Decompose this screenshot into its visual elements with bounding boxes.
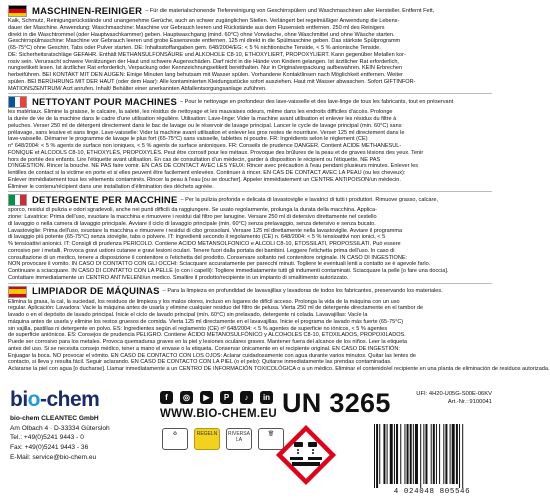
text-line: lave-vaisselle. Démarrer le programme de lavage le plus fort (65-75°C) sans vaisselle, tablettes ni poudre. FR: Ingrédients selon le règlement (CE) <box>8 136 368 143</box>
text-line: Lavastoviglie: Prima dell'uso, svuotare la macchina e rimuovere i residui di cibo grossolani. Versare 125 ml direttamente nella lavastoviglie. Avviare il programma <box>8 227 403 234</box>
recycle-info-icon: RIVERSA LA <box>226 428 252 450</box>
recycle-bin-icon: ♻ <box>162 428 188 450</box>
text-line: peluches. Verser 250 ml de détergent directement dans le bac de lavage ou le réservoir de lavage principal. Lancer le cycle de lavage principal (min. 60°C) sans <box>8 122 402 129</box>
text-line: antes del uso. Si se necesita consejo médico, tener a mano el envase o la etiqueta. Conservar únicamente en el recipiente original. EN CASO DE INGESTIÓN: <box>8 345 400 352</box>
company-name: bio-chem CLEANTEC GmbH <box>10 415 99 422</box>
text-line: Elimina la grasa, la cal, la suciedad, los residuos de limpieza y los malos olores, incluso en lugares de difícil acceso. Prolonga la vida de la máquina con un uso <box>8 298 400 305</box>
barcode-bar <box>450 424 451 484</box>
text-line: FONIQUE et ALCOOLS C8-10, ETHOXYLÉS, PROPOXYLÉS. Peut être corrosif pour les métaux. Provoque des brûlures de la peau et de graves lésions des yeux. Tenir <box>8 149 424 156</box>
flag-de-icon <box>8 5 27 17</box>
section-header-it <box>8 193 492 207</box>
text-line: herbeiführen. BEI KONTAKT MIT DEN AUGEN: Einige Minuten lang behutsam mit Wasser spülen. Vorhandene Kontaktlinsen nach Möglichkeit entfernen. Weiter <box>8 72 403 78</box>
barcode-bar <box>379 424 380 484</box>
text-line: Aclararse la piel con agua [o ducharse]. Llamar inmediatamente a un CENTRO DE INFORMACIÓN TOXICOLÓGICA o a un médico. Eliminar el contenido/el recipiente en una planta de eliminación de residuos autorizada. <box>8 366 550 372</box>
section-intro: – Für die materialschonende Tiefenreinigung von Geschirrspülern und Waschmaschinen aller Hersteller. Entfernt Fett, <box>145 7 435 14</box>
text-line: direkt in die Waschtrommel (oder Hauptwaschkammer) geben. Hauptwaschgang (mind. 60°C) ohne Vorwäsche, ohne Waschmittel und ohne Wäsche starten. <box>8 31 395 38</box>
section-intro: – Per la pulizia profonda e delicata di lavastoviglie e lavatrici di tutti i produttori. Rimuove grasso, calcare, <box>180 196 438 203</box>
product-ids <box>416 390 492 406</box>
section-intro: – Pour le nettoyage en profondeur des lave-vaisselle et des lave-linge de tous les fabricants, tout en préservant <box>180 98 454 105</box>
barcode-bar <box>439 424 440 484</box>
barcode-bar <box>383 424 385 484</box>
section-body-es <box>8 298 550 373</box>
pinterest-icon[interactable]: P <box>220 391 233 404</box>
text-line: n° 648/2004: < 5 % agents de surface non ioniques, < 5 % agents de surface anioniques. FR: Conseils de prudence DANGER. Contient ACIDE METHANESUL- <box>8 143 402 149</box>
barcode-bar <box>456 424 458 484</box>
barcode-bar <box>423 424 424 484</box>
text-line: lavado o en el depósito de lavado principal. Inicie el ciclo de lavado principal (mín. 60°C) sin prelavado, detergente ni colada. Lavavajillas: Vacíe la <box>8 312 368 318</box>
text-line: Geschirrspülmaschine: Maschine vor Gebrauch leeren und grobe Essensreste entfernen. 125 ml direkt in die Spülmaschine geben. Das stärkste Spülprogramm <box>8 38 401 45</box>
corrosive-hazard-icon <box>275 424 337 486</box>
text-line: di lavaggio più potente (65-75°C) senza stoviglie, tabs o polvere. IT: Ingredienti secondo il regolamento (CE) n. 648/2004: < 5 % tensioattivi non ionici, < 5 <box>8 234 386 241</box>
text-line: Éliminer le contenu/récipient dans une installation d'élimination des déchets agréée. <box>8 183 214 190</box>
text-line: zione: Lavatrice: Prima dell'uso, svuotare la macchina e rimuovere i residui dal filtro per lanugine. Versare 250 ml di detersivo direttamente nel cestello <box>8 214 377 220</box>
section-title: DETERGENTE PER MACCHINE <box>32 194 178 206</box>
section-title: MASCHINEN-REINIGER <box>32 5 143 17</box>
text-line: prélavage, sans lessive et sans linge. Lave-vaisselle: Vider la machine avant utilisation et enlever les gros restes de nourriture. Verser 125 ml directement dans le <box>8 129 405 136</box>
barcode-bar <box>420 424 421 488</box>
text-line: regular. Aplicación: Lavadora: Vacíe la máquina antes de usarla y elimine cualquier residuo del filtro de pelusa. Vierta 250 ml de detergente directamente en el tambor de <box>8 305 424 312</box>
section-header-de <box>8 4 492 18</box>
text-line: Kalk, Schmutz, Reinigungsrückstände und unangenehme Gerüche, auch an schwer zugänglichen Stellen. Verlängert bei regelmäßiger Anwendung die Lebens- <box>8 18 400 24</box>
text-line: di lavaggio o nella camera di lavaggio principale. Avviare il ciclo di lavaggio principale (min. 60°C) senza prelavaggio, senza detersivo e senza bucato. <box>8 220 376 227</box>
youtube-icon[interactable]: ▶ <box>200 391 213 404</box>
barcode-bar <box>400 424 401 484</box>
company-street: Am Olbach 4 · D-33334 Gütersloh <box>10 424 110 432</box>
text-line: Enjuagar la boca. NO provocar el vómito. EN CASO DE CONTACTO CON LOS OJOS: Aclarar cuidadosamente con agua durante varios minutos. Quitar las lentes de <box>8 352 416 359</box>
text-line: rosiv sein. Verursacht schwere Verätzungen der Haut und schwere Augenschäden. Darf nicht in die Hände von Kindern gelangen. Ist ärztlicher Rat erforderlich, <box>8 58 399 65</box>
barcode-bar <box>462 424 463 488</box>
tiktok-icon[interactable]: ♪ <box>240 391 253 404</box>
barcode-icon <box>372 422 492 488</box>
text-line: Enlever immédiatement tous les vêtements contaminés. Rincer la peau à l'eau [ou se doucher]. Appeler immédiatement un CENTRE ANTIPOISON/un médecin. <box>8 176 401 183</box>
text-line: les matériaux. Élimine la graisse, le calcaire, la saleté, les résidus de nettoyage et les mauvaises odeurs, même dans les endroits difficiles d'accès. Prolonge <box>8 109 393 116</box>
barcode-bar <box>404 424 405 484</box>
text-line: consultazione di un medico, tenere a disposizione il contenitore o l'etichetta del prodotto. Conservare soltanto nel contenitore originale. IN CASO DI INGESTIONE: <box>8 254 408 261</box>
section-header-fr <box>8 95 492 109</box>
text-line: la durée de vie de la machine dans le cadre d'une utilisation régulière. Utilisation: Lave-linge: Vider la machine avant utilisation et enlever les résidus du filtre à <box>8 116 397 122</box>
barcode-bar <box>407 424 409 484</box>
barcode-bar <box>452 424 455 484</box>
barcode-bar <box>413 424 414 484</box>
text-line: de superficie aniónicos. ES: Consejos de prudencia PELIGRO. Contiene ÁCIDO METANOSULFÓNICO y ALCOHOLES C8-10, ETOXILADOS, PROPOXILADOS. <box>8 332 406 339</box>
barcode-bar <box>445 424 447 484</box>
barcode-bar <box>415 424 418 484</box>
section-divider <box>8 283 492 284</box>
label-footer <box>0 388 500 500</box>
section-title: LIMPIADOR DE MÁQUINAS <box>32 286 160 297</box>
barcode-bar <box>436 424 437 484</box>
company-address <box>10 414 150 463</box>
barcode-bar <box>394 424 395 484</box>
company-fax: Fax: +49(0)5241 9443 - 36 <box>10 444 89 452</box>
text-line: MATIONSZENTRUM/ Arzt anrufen. Inhalt/ Behälter einer anerkannten Abfallentsorgungsanlage zuführen. <box>8 85 267 92</box>
section-divider <box>8 93 492 94</box>
recycling-icons <box>162 428 284 450</box>
social-icons <box>160 391 273 404</box>
text-line: Continuare a sciacquare. IN CASO DI CONTATTO CON LA PELLE (o con i capelli): Togliere immediatamente tutti gli indumenti contaminati. Sciacquare la pelle [o fare una doccia]. <box>8 268 449 274</box>
barcode-bar <box>396 424 398 484</box>
text-line: hors de portée des enfants. Lire l'étiquette avant utilisation. En cas de consultation d'un médecin, garder à disposition le récipient ou l'étiquette. NE PAS <box>8 156 381 163</box>
website-url: WWW.BIO-CHEM.EU <box>160 408 277 420</box>
linkedin-icon[interactable]: in <box>260 391 273 404</box>
disposal-icon: 🗑 <box>258 428 284 450</box>
text-line: Contattare immediatamente un CENTRO ANTIVELENI/un medico. Smaltire il prodotto/recipiente in un impianto di smaltimento autorizzato. <box>8 274 349 281</box>
barcode-bar <box>431 424 432 484</box>
section-header-es <box>8 285 492 299</box>
barcode-bar <box>425 424 427 484</box>
barcode-bar <box>387 424 388 484</box>
label-text-area <box>8 3 550 373</box>
barcode-bar <box>410 424 412 484</box>
text-line: contacto, si lleva y resulta fácil. Seguir aclarando. EN CASO DE CONTACTO CON LA PIEL (o el pelo): Quitarse inmediatamente las prendas contaminadas. <box>8 359 392 366</box>
text-line: DE: Sicherheitsratschläge GEFAHR. Enthält METHANSULFONSÄURE und ALKOHOLE C8-10, ETHOXYLIERT, PROPOXYLIERT. Kann gegenüber Metallen kor- <box>8 51 406 58</box>
barcode-bar <box>433 424 435 484</box>
text-line: lentilles de contact si la victime en porte et si elles peuvent être facilement enlevées. Continuer à rincer. EN CAS DE CONTACT AVEC LA PEAU (ou les cheveux): <box>8 170 406 176</box>
text-line: Puede ser corrosivo para los metales. Provoca quemaduras graves en la piel y lesiones oculares graves. Mantener fuera del alcance de los niños. Leer la etiqueta <box>8 339 407 345</box>
section-body-fr <box>8 109 492 190</box>
section-title: NETTOYANT POUR MACHINES <box>32 96 178 108</box>
section-divider <box>8 191 492 192</box>
flag-es-icon <box>8 286 27 298</box>
text-line: máquina antes de usarla y elimine los restos gruesos de comida. Vierta 125 ml directamente en el lavavajillas. Inicie el programa de lavado más fuerte (65-75°C) <box>8 318 404 325</box>
flag-fr-icon <box>8 96 27 108</box>
barcode-bar <box>376 424 378 488</box>
text-line: sporco, residui di pulizia e odori sgradevoli, anche nei punti difficili da raggiungere. Se usato regolarmente, prolunga la durata della macchina. Applica- <box>8 207 377 214</box>
text-line: dauer der Maschine. Anwendung: Waschmaschine: Maschine vor Gebrauch leeren und Rückstände aus dem Flusensieb entfernen. 250 ml des Reinigers <box>8 24 385 31</box>
ufi-code: UFI: 4H20-U05G-S00E-06KV <box>416 391 492 397</box>
text-line: (65-75°C) ohne Geschirr, Tabs oder Pulver starten. DE: Inhaltsstoffangaben gem. 648/2004/EG: < 5 % nichtionische Tenside, < 5 % anionische Tenside. <box>8 45 381 51</box>
facebook-icon[interactable]: f <box>160 391 173 404</box>
section-body-it <box>8 207 492 281</box>
text-line: nungsetikett lesen. Ist ärztlicher Rat erforderlich, Verpackung oder Kennzeichnungsetikett bereithalten. Nur in Originalverpackung aufbewahren. KEIN Erbrechen <box>8 65 403 72</box>
un-number: UN 3265 <box>282 388 391 418</box>
section-intro: – Para la limpieza en profundidad de lavavajillas y lavadoras de todos los fabricantes, preservando los materiales. <box>162 288 443 295</box>
flag-it-icon <box>8 194 27 206</box>
text-line: corrosivo per i metalli. Provoca gravi ustioni cutanee e gravi lesioni oculari. Tenere fuori dalla portata dei bambini. Leggere l'etichetta prima dell'uso. In caso di <box>8 247 395 254</box>
text-line: spülen. BEI BERÜHRUNG MIT DER HAUT (oder dem Haar): Alle kontaminierten Kleidungsstücke sofort ausziehen. Haut mit Wasser abwaschen. Sofort GIFTINFOR- <box>8 78 416 85</box>
text-line: D'INGESTION. Rincer la bouche. NE PAS faire vomir. EN CAS DE CONTACT AVEC LES YEUX: Rincer avec précaution à l'eau pendant plusieurs minutes. Enlever les <box>8 163 419 170</box>
company-phone: Tel.: +49(0)5241 9443 - 0 <box>10 434 84 442</box>
text-line: NON provocare il vomito. IN CASO DI CONTATTO CON GLI OCCHI: Sciacquare accuratamente per parecchi minuti. Togliere le eventuali lenti a contatto se è agevole farlo. <box>8 261 431 268</box>
company-email: E-Mail: service@bio-chem.eu <box>10 453 97 461</box>
barcode-bar <box>390 424 393 484</box>
article-number: Art.-Nr.: 9100041 <box>447 399 492 405</box>
barcode-bar <box>459 424 460 488</box>
bio-chem-logo: bio-chem <box>10 388 100 411</box>
barcode-bar <box>443 424 444 484</box>
section-body-de <box>8 18 492 92</box>
yellow-bin-icon: REGELN <box>194 428 220 450</box>
barcode-bar <box>374 424 375 488</box>
barcode-number: 4 024048 805546 <box>393 488 471 496</box>
instagram-icon[interactable]: ◎ <box>180 391 193 404</box>
text-line: % tensioattivi anionici. IT: Consigli di prudenza PERICOLO. Contiene ACIDO METANSOLFONICO e ALCOLI C8-10, ETOSSILATI, PROPOSSILATI. Può essere <box>8 241 401 247</box>
text-line: sin vajilla, pastillas ni detergente en polvo. ES: Ingredientes según el reglamento (CE) nº 648/2004: < 5 % agentes de superficie no iónicos, < 5 % agentes <box>8 325 388 332</box>
